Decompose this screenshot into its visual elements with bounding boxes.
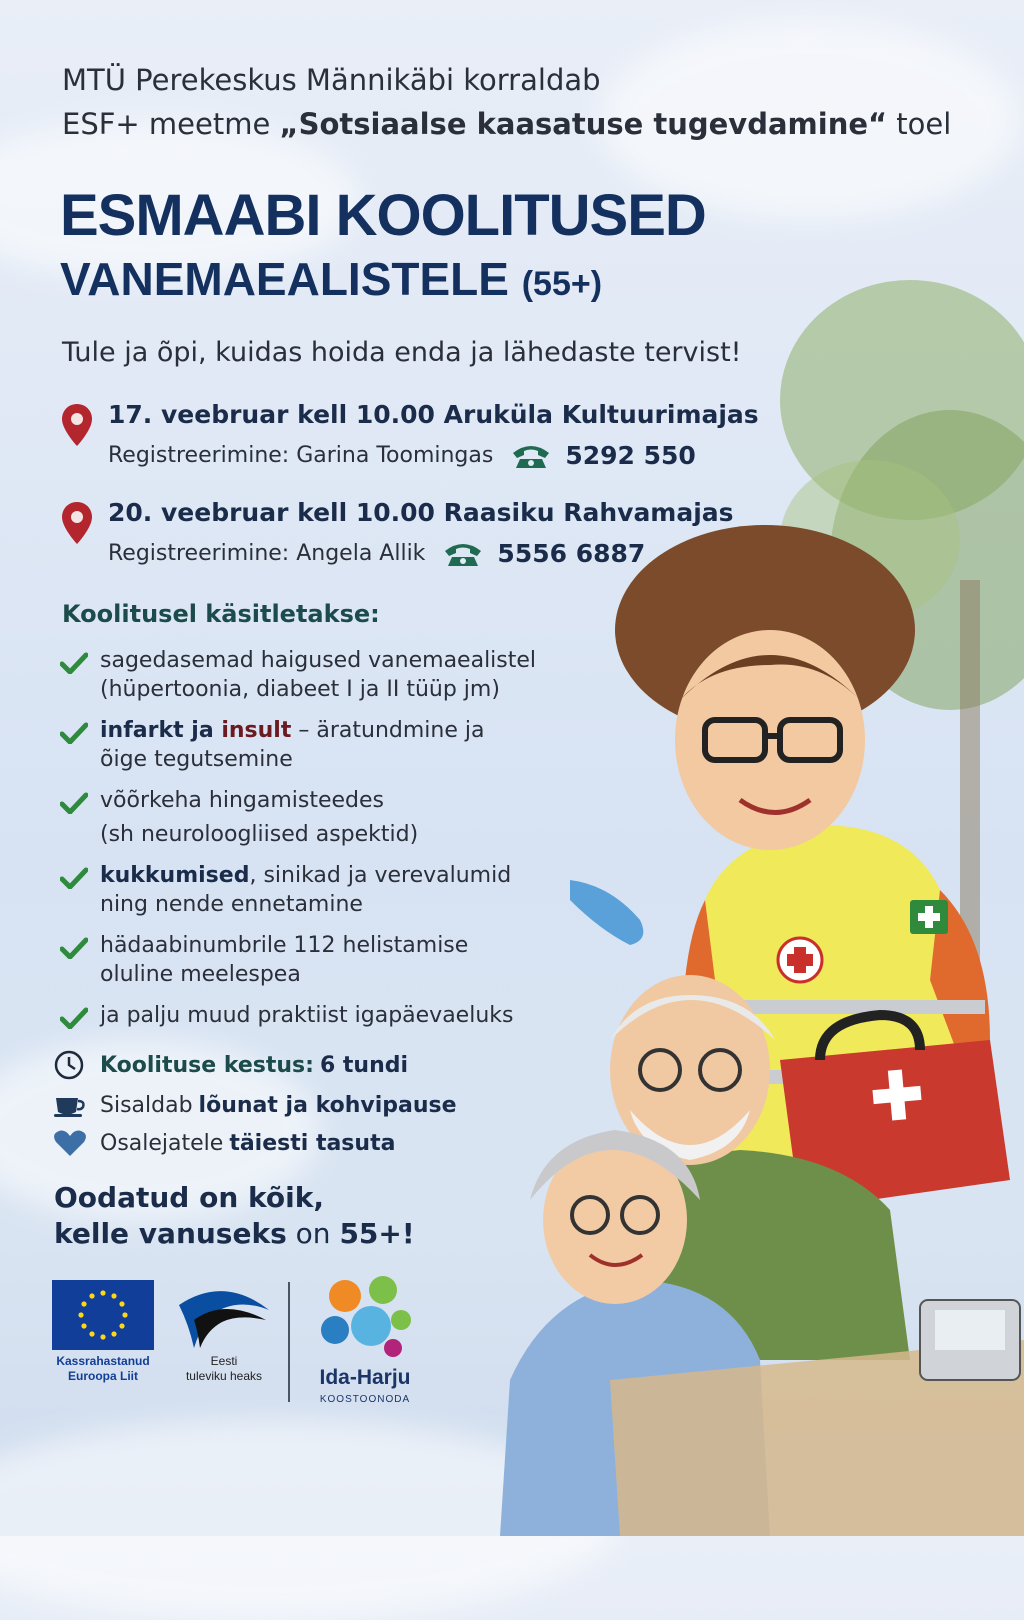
page-title: ESMAABI KOOLITUSED (60, 183, 706, 248)
event-registration (108, 539, 820, 568)
list-item: hädaabinumbrile 112 helistamise oluline meelespea (60, 931, 580, 989)
phone-icon (443, 541, 483, 567)
checkmark-icon (60, 867, 88, 889)
eesti-logo-caption: Eesti tuleviku heaks (185, 1354, 263, 1383)
location-pin-icon (60, 500, 94, 546)
ida-harju-subtitle: KOOSTOONODA (319, 1394, 411, 1405)
eesti-logo (174, 1280, 274, 1350)
phone-number[interactable]: 5292 550 (565, 441, 696, 470)
topics-heading: Koolitusel käsitletakse: (62, 600, 380, 628)
checkmark-icon (60, 1007, 88, 1029)
event-heading: 17. veebruar kell 10.00 Aruküla Kultuurimajas (108, 400, 759, 429)
list-item: kukkumised, sinikad ja verevalumid ning nende ennetamine (60, 861, 580, 919)
event-heading: 20. veebruar kell 10.00 Raasiku Rahvamajas (108, 498, 734, 527)
welcome-message: Oodatud on kõik, kelle vanuseks on 55+! (54, 1181, 415, 1250)
age-tag: (55+) (521, 265, 603, 303)
tagline: Tule ja õpi, kuidas hoida enda ja lähedaste tervist! (62, 337, 742, 368)
ida-harju-name: Ida-Harju (319, 1366, 411, 1389)
free-row: Osalejatele täiesti tasuta (52, 1128, 572, 1158)
coffee-cup-icon (52, 1090, 88, 1120)
heart-icon (52, 1128, 88, 1158)
list-item: infarkt ja insult – äratundmine ja õige tegutsemine (60, 716, 580, 774)
clock-icon (52, 1050, 88, 1080)
registration-contact: Registreerimine: Garina Toomingas (108, 443, 494, 468)
lunch-row: Sisaldab lõunat ja kohvipause (52, 1090, 572, 1120)
phone-icon (511, 443, 551, 469)
list-item: võõrkeha hingamisteedes (sh neuroloogliised aspektid) (60, 786, 580, 849)
checkmark-icon (60, 722, 88, 744)
registration-contact: Registreerimine: Angela Allik (108, 541, 426, 566)
duration-row: Koolituse kestus: 6 tundi (52, 1050, 572, 1080)
list-item: sagedasemad haigused vanemaealistel (hüpertoonia, diabeet I ja II tüüp jm) (60, 646, 580, 704)
event-registration (108, 441, 820, 470)
page-subtitle: VANEMAEALISTELE (55+) (60, 253, 603, 305)
eu-logo-caption: Kassrahastanud Euroopa Liit (56, 1354, 150, 1383)
intro-line-1: MTÜ Perekeskus Männikäbi korraldab (62, 63, 601, 97)
checkmark-icon (60, 937, 88, 959)
list-item: ja palju muud praktiist igapäevaeluks (60, 1001, 580, 1030)
checkmark-icon (60, 652, 88, 674)
ida-harju-logo (305, 1268, 425, 1364)
checkmark-icon (60, 792, 88, 814)
event-item (60, 400, 820, 470)
intro-line-2: ESF+ meetme „Sotsiaalse kaasatuse tugevdamine“ toel (62, 107, 952, 141)
eu-flag-logo (52, 1280, 154, 1350)
phone-number[interactable]: 5556 6887 (497, 539, 646, 568)
organizer-intro (62, 58, 962, 146)
location-pin-icon (60, 402, 94, 448)
topics-list (60, 646, 580, 1042)
event-item (60, 498, 820, 568)
logo-divider (288, 1282, 290, 1402)
